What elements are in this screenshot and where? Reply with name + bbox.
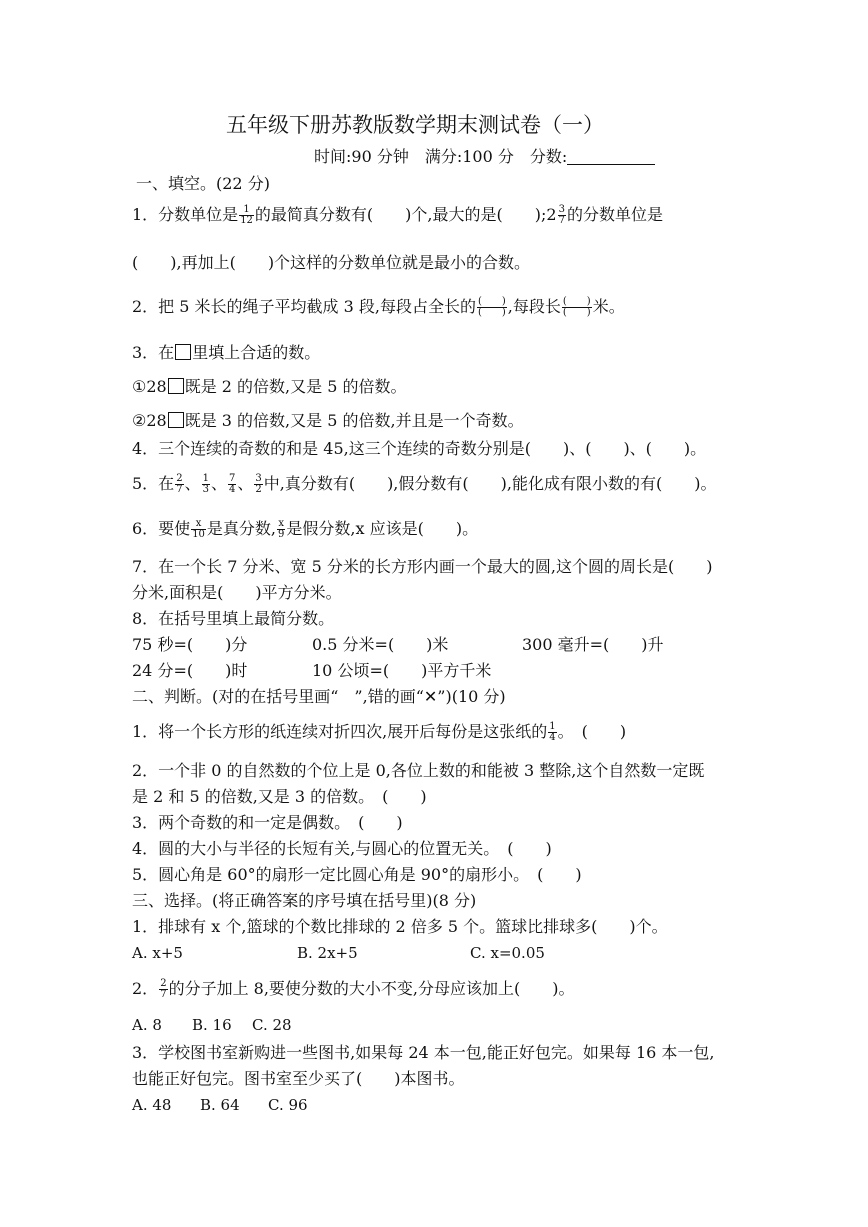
fraction <box>254 474 262 495</box>
section-3-header: 三、选择。(将正确答案的序号填在括号里)(8 分) <box>132 891 477 910</box>
section-2-header: 二、判断。(对的在括号里画“ ”,错的画“✕”)(10 分) <box>132 687 506 706</box>
section-1-header: 一、填空。(22 分) <box>136 174 270 193</box>
question-1-3-2 <box>132 410 524 432</box>
numerator: 7 <box>228 473 236 484</box>
question-2-2: 2．一个非 0 的自然数的个位上是 0,各位上数的和能被 3 整除,这个自然数一定既 <box>132 761 705 780</box>
option-b: B. 2x+5 <box>297 944 358 962</box>
fraction <box>277 519 285 540</box>
q-text: 、 <box>210 474 227 493</box>
question-1-3-1 <box>132 376 407 398</box>
numerator: 1 <box>239 205 254 216</box>
q-text: 1．将一个长方形的纸连续对折四次,展开后每份是这张纸的 <box>132 722 548 741</box>
q-text: 中,真分数有( ),假分数有( ),能化成有限小数的有( )。 <box>263 474 717 493</box>
question-1-1 <box>132 204 663 226</box>
exam-info <box>314 146 655 168</box>
option-b: B. 16 <box>192 1016 232 1034</box>
blank-fraction <box>477 297 507 318</box>
q-text: 3．在 <box>132 343 175 362</box>
fraction <box>548 722 556 743</box>
numerator: x <box>191 519 206 530</box>
blank-fraction <box>562 297 592 318</box>
question-2-1 <box>132 721 626 743</box>
conversion-item: 10 公顷=( )平方千米 <box>312 661 492 680</box>
question-1-5 <box>132 473 716 495</box>
question-2-4: 4．圆的大小与半径的长短有关,与圆心的位置无关。 ( ) <box>132 839 552 858</box>
q-text: 2．把 5 米长的绳子平均截成 3 段,每段占全长的 <box>132 297 476 316</box>
option-c: C. 28 <box>252 1016 292 1034</box>
denominator: 12 <box>240 215 253 226</box>
q-text: 是假分数,x 应该是( )。 <box>286 519 479 538</box>
denominator: 4 <box>228 484 236 495</box>
q-text: 2． <box>132 979 159 998</box>
q-text: 5．在 <box>132 474 175 493</box>
numerator: 3 <box>558 204 565 215</box>
question-1-2 <box>132 296 625 318</box>
denominator: 9 <box>278 529 285 540</box>
q-text: ①28 <box>132 377 167 396</box>
q-text: 的分子加上 8,要使分数的大小不变,分母应该加上( )。 <box>168 979 575 998</box>
q-text: 米。 <box>592 297 625 316</box>
option-c: C. 96 <box>268 1096 308 1114</box>
score-blank <box>567 148 655 165</box>
question-2-3: 3．两个奇数的和一定是偶数。 ( ) <box>132 813 403 832</box>
fraction <box>239 205 254 226</box>
q-text: ,每段长 <box>507 297 561 316</box>
numerator: 1 <box>549 721 556 732</box>
question-3-3-cont: 也能正好包完。图书室至少买了( )本图书。 <box>132 1069 465 1088</box>
question-3-3: 3．学校图书室新购进一些图书,如果每 24 本一包,能正好包完。如果每 16 本一包, <box>132 1043 715 1062</box>
q-text: 、 <box>184 474 201 493</box>
conversion-item: 75 秒=( )分 <box>132 635 248 654</box>
fraction <box>228 474 236 495</box>
question-1-7: 7．在一个长 7 分米、宽 5 分米的长方形内画一个最大的圆,这个圆的周长是( ) <box>132 557 713 576</box>
fraction <box>202 474 210 495</box>
numerator: x <box>278 518 285 529</box>
q-text: 既是 2 的倍数,又是 5 的倍数。 <box>184 377 407 396</box>
question-2-5: 5．圆心角是 60°的扇形一定比圆心角是 90°的扇形小。 ( ) <box>132 865 582 884</box>
numerator-blank: ( ) <box>562 296 591 307</box>
q-text: 、 <box>237 474 254 493</box>
numerator: 3 <box>255 473 262 484</box>
question-1-6 <box>132 518 478 540</box>
question-3-2 <box>132 978 575 1000</box>
q-text: 的最简真分数有( )个,最大的是( );2 <box>254 205 557 224</box>
question-1-3 <box>132 342 320 364</box>
denominator: 4 <box>549 732 556 743</box>
question-1-8: 8．在括号里填上最简分数。 <box>132 609 335 628</box>
fraction <box>558 205 566 226</box>
q-text: 里填上合适的数。 <box>192 343 321 362</box>
conversion-item: 0.5 分米=( )米 <box>312 635 449 654</box>
denominator: 7 <box>160 989 167 1000</box>
option-c: C. x=0.05 <box>470 944 545 962</box>
page-title: 五年级下册苏教版数学期末测试卷（一） <box>226 113 604 137</box>
fraction <box>159 979 167 1000</box>
numerator: 2 <box>160 978 167 989</box>
denominator: 7 <box>558 215 565 226</box>
numerator: 1 <box>202 473 209 484</box>
exam-info-text: 时间:90 分钟 满分:100 分 分数: <box>314 147 568 166</box>
denominator-blank: ( ) <box>562 307 591 318</box>
option-b: B. 64 <box>200 1096 240 1114</box>
q-text: 是真分数, <box>206 519 277 538</box>
q-text: ②28 <box>132 411 167 430</box>
denominator: 7 <box>176 484 183 495</box>
question-1-4: 4．三个连续的奇数的和是 45,这三个连续的奇数分别是( )、( )、( )。 <box>132 439 707 458</box>
option-a: A. x+5 <box>132 944 183 962</box>
question-1-1-cont: ( ),再加上( )个这样的分数单位就是最小的合数。 <box>132 253 531 272</box>
fraction <box>191 519 206 540</box>
answer-box <box>168 378 184 394</box>
q-text: 既是 3 的倍数,又是 5 的倍数,并且是一个奇数。 <box>184 411 524 430</box>
question-2-2-cont: 是 2 和 5 的倍数,又是 3 的倍数。 ( ) <box>132 787 427 806</box>
question-1-7-cont: 分米,面积是( )平方分米。 <box>132 583 342 602</box>
denominator: 3 <box>202 484 209 495</box>
numerator-blank: ( ) <box>477 296 506 307</box>
q-text: 6．要使 <box>132 519 191 538</box>
denominator: 2 <box>255 484 262 495</box>
question-3-1: 1．排球有 x 个,篮球的个数比排球的 2 倍多 5 个。篮球比排球多( )个。 <box>132 917 668 936</box>
fraction <box>175 474 183 495</box>
answer-box <box>175 344 191 360</box>
answer-box <box>168 412 184 428</box>
numerator: 2 <box>176 473 183 484</box>
q-text: 的分数单位是 <box>566 205 663 224</box>
conversion-item: 300 毫升=( )升 <box>522 635 664 654</box>
option-a: A. 8 <box>132 1016 162 1034</box>
conversion-item: 24 分=( )时 <box>132 661 248 680</box>
option-a: A. 48 <box>132 1096 172 1114</box>
denominator: 10 <box>192 529 205 540</box>
q-text: 。 ( ) <box>557 722 627 741</box>
denominator-blank: ( ) <box>477 307 506 318</box>
q-text: 1．分数单位是 <box>132 205 239 224</box>
